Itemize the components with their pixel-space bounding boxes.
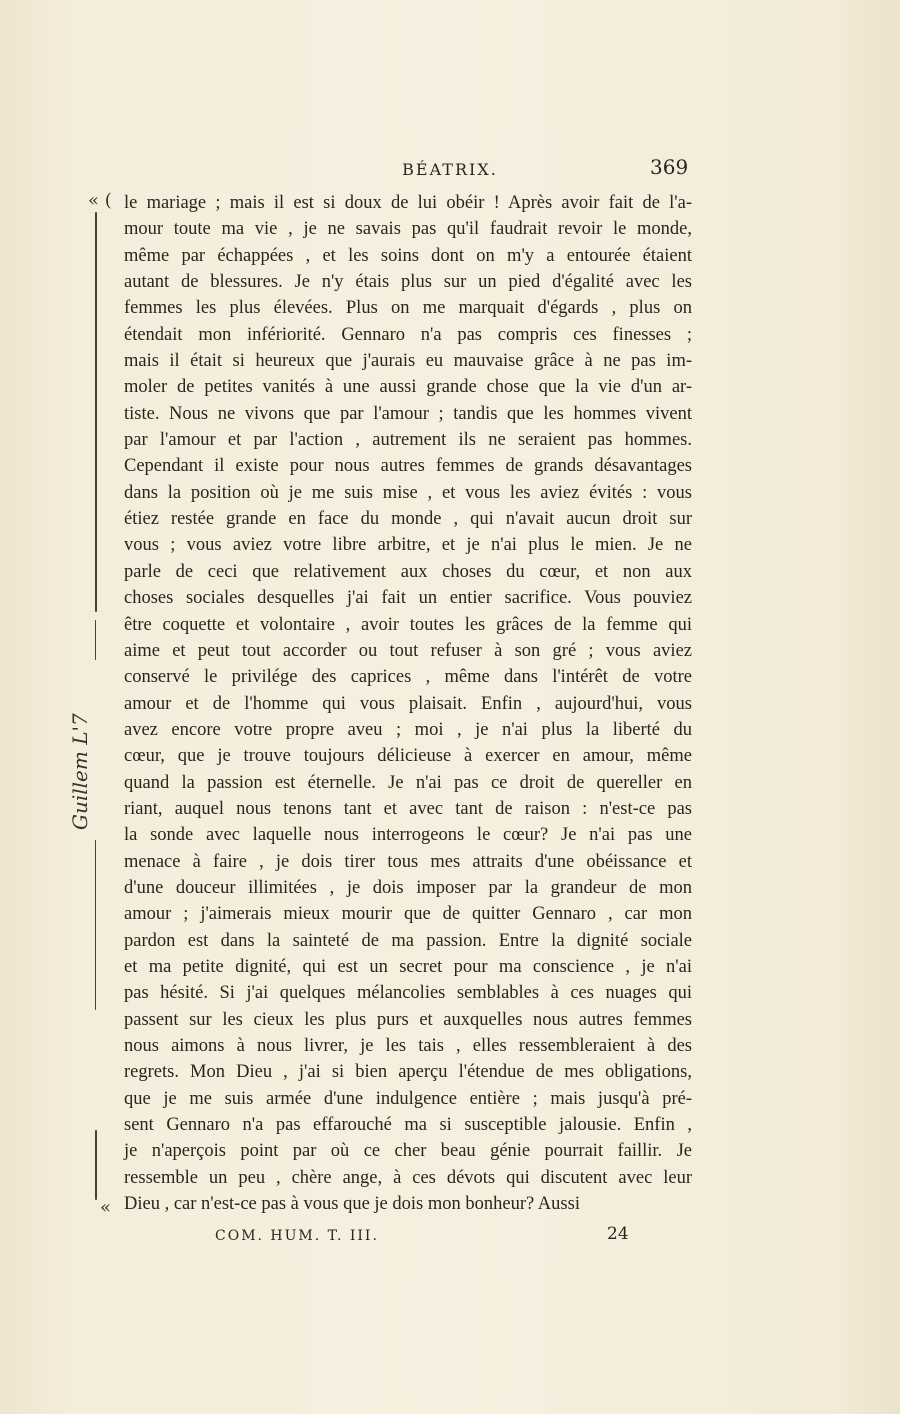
running-title: BÉATRIX. bbox=[402, 160, 498, 179]
text-line: moler de petites vanités à une aussi grande chose que la vie d'un ar- bbox=[124, 377, 692, 398]
margin-open-quote: « ( bbox=[88, 190, 112, 211]
text-line: par l'amour et par l'action , autrement ils ne seraient pas hommes. bbox=[124, 430, 692, 451]
text-line: regrets. Mon Dieu , j'ai si bien aperçu l'étendue de mes obligations, bbox=[124, 1062, 692, 1083]
text-line: ressemble un peu , chère ange, à ces dévots qui discutent avec leur bbox=[124, 1167, 692, 1188]
footer-sheet-number: 24 bbox=[607, 1224, 629, 1244]
text-line: pardon est dans la sainteté de ma passion. Entre la dignité sociale bbox=[124, 930, 692, 951]
text-line: Dieu , car n'est-ce pas à vous que je dois mon bonheur? Aussi bbox=[124, 1194, 580, 1215]
body-text bbox=[124, 190, 692, 1217]
text-line: amour ; j'aimerais mieux mourir que de quitter Gennaro , car mon bbox=[124, 904, 692, 925]
text-line: riant, auquel nous tenons tant et avec tant de raison : n'est-ce pas bbox=[124, 798, 692, 819]
margin-close-quote: « bbox=[100, 1197, 112, 1218]
text-line: même par échappées , et les soins dont on m'y a entourée étaient bbox=[124, 245, 692, 266]
text-line: d'une douceur illimitées , je dois imposer par la grandeur de mon bbox=[124, 877, 692, 898]
text-line: pas hésité. Si j'ai quelques mélancolies semblables à ces nuages qui bbox=[124, 983, 692, 1004]
margin-rule-upper bbox=[95, 212, 97, 612]
page-number: 369 bbox=[650, 155, 689, 179]
margin-handwritten-annotation: Guillem L'7 bbox=[68, 713, 92, 830]
text-line: parle de ceci que relativement aux choses du cœur, et non aux bbox=[124, 561, 692, 582]
text-line: mais il était si heureux que j'aurais eu mauvaise grâce à ne pas im- bbox=[124, 351, 692, 372]
text-line: que je me suis armée d'une indulgence entière ; mais jusqu'à pré- bbox=[124, 1088, 692, 1109]
margin-rule-bottom bbox=[95, 1130, 97, 1200]
text-line: étendait mon infériorité. Gennaro n'a pas compris ces finesses ; bbox=[124, 324, 692, 345]
text-line: femmes les plus élevées. Plus on me marquait d'égards , plus on bbox=[124, 298, 692, 319]
text-line: vous ; vous aviez votre libre arbitre, et je n'ai plus le mien. Je ne bbox=[124, 535, 692, 556]
footer-signature: COM. HUM. T. III. bbox=[215, 1228, 379, 1244]
text-line: autant de blessures. Je n'y étais plus sur un pied d'égalité avec les bbox=[124, 272, 692, 293]
margin-rule-lower bbox=[95, 840, 96, 1010]
text-line: nous aimons à nous livrer, je les tais , elles ressembleraient à des bbox=[124, 1036, 692, 1056]
text-line: Cependant il existe pour nous autres femmes de grands désavantages bbox=[124, 456, 692, 477]
text-line: mour toute ma vie , je ne savais pas qu'il faudrait revoir le monde, bbox=[124, 219, 692, 240]
text-line: le mariage ; mais il est si doux de lui obéir ! Après avoir fait de l'a- bbox=[124, 193, 692, 213]
text-line: quand la passion est éternelle. Je n'ai pas ce droit de quereller en bbox=[124, 772, 692, 793]
text-line: passent sur les cieux les plus purs et auxquelles nous autres femmes bbox=[124, 1009, 692, 1030]
text-line: amour et de l'homme qui vous plaisait. Enfin , aujourd'hui, vous bbox=[124, 693, 692, 714]
text-line: cœur, que je trouve toujours délicieuse à exercer en amour, même bbox=[124, 746, 692, 767]
text-line: choses sociales desquelles j'ai fait un entier sacrifice. Vous pouviez bbox=[124, 588, 692, 609]
text-line: dans la position où je me suis mise , et vous les aviez évités : vous bbox=[124, 482, 692, 503]
text-line: aime et peut tout accorder ou tout refuser à son gré ; vous aviez bbox=[124, 640, 692, 661]
text-line: sent Gennaro n'a pas effarouché ma si susceptible jalousie. Enfin , bbox=[124, 1115, 692, 1136]
text-line: menace à faire , je dois tirer tous mes attraits d'une obéissance et bbox=[124, 851, 692, 872]
text-line: tiste. Nous ne vivons que par l'amour ; tandis que les hommes vivent bbox=[124, 403, 692, 424]
text-line: étiez restée grande en face du monde , qui n'avait aucun droit sur bbox=[124, 509, 692, 530]
text-line: et ma petite dignité, qui est un secret pour ma conscience , je n'ai bbox=[124, 956, 692, 977]
text-line: avez encore votre propre aveu ; moi , je n'ai plus la liberté du bbox=[124, 719, 692, 740]
text-line: la sonde avec laquelle nous interrogeons le cœur? Je n'ai pas une bbox=[124, 825, 692, 846]
text-line: je n'aperçois point par où ce cher beau génie pourrait faillir. Je bbox=[124, 1141, 692, 1162]
text-line: être coquette et volontaire , avoir toutes les grâces de la femme qui bbox=[124, 614, 692, 635]
text-line: conservé le privilége des caprices , même dans l'intérêt de votre bbox=[124, 667, 692, 688]
